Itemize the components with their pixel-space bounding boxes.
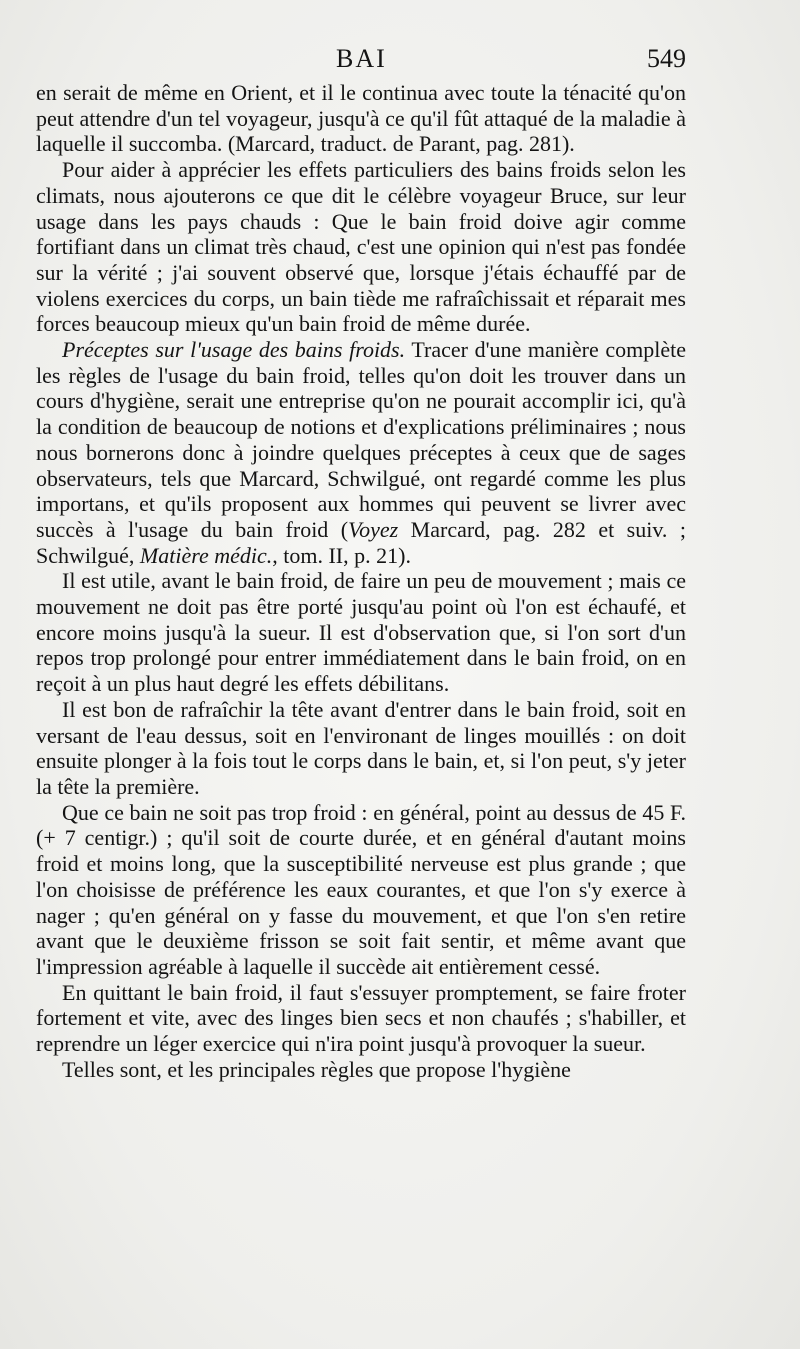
paragraph (36, 800, 686, 980)
paragraph (36, 157, 686, 337)
text-run: en serait de même en Orient, et il le continua avec toute la ténacité qu'on peut attendre d'un tel voyageur, jusqu'à ce qu'il fût attaqué de la maladie à laquelle il succomba. (Marcard, traduct. de Parant, pag. 281). (36, 80, 686, 157)
page-header (36, 44, 686, 80)
paragraph (36, 80, 686, 157)
section-heading: Préceptes sur l'usage des bains froids. (62, 337, 406, 363)
text-run: Telles sont, et les principales règles que propose l'hygiène (62, 1056, 571, 1082)
italic-reference: Matière médic. (139, 542, 273, 568)
paragraph (36, 697, 686, 800)
text-run: Marcard, pag. 282 et suiv. ; Schwilgué, (36, 516, 686, 568)
text-run: Il est bon de rafraîchir la tête avant d'entrer dans le bain froid, soit en versant de l'eau dessus, soit en l'environant de linges mouillés : on doit ensuite plonger à la fois tout le corps dans le bain, et, si l'on peut, s'y jeter la tête la première. (36, 696, 686, 799)
text-run: Il est utile, avant le bain froid, de faire un peu de mouvement ; mais ce mouvement ne doit pas être porté jusqu'au point où l'on est échaufé, et encore moins jusqu'à la sueur. Il est d'observation que, si l'on sort d'un repos trop prolongé pour entrer immédiatement dans le bain froid, on en reçoit à un plus haut degré les effets débilitans. (36, 568, 686, 697)
text-run: Pour aider à apprécier les effets particuliers des bains froids selon les climats, nous ajouterons ce que dit le célèbre voyageur Bruce, sur leur usage dans les pays chauds : Que le bain froid doive agir comme fortifiant dans un climat très chaud, c'est une opinion qui n'est pas fondée sur la vérité ; j'ai souvent observé que, lorsque j'étais échauffé par de violens exercices du corps, un bain tiède me rafraîchissait et réparait mes forces beaucoup mieux qu'un bain froid de même durée. (36, 157, 686, 337)
running-head: BAI (336, 44, 387, 73)
paragraph (36, 1057, 686, 1083)
paragraph (36, 337, 686, 568)
text-run: En quittant le bain froid, il faut s'essuyer promptement, se faire froter fortement et vite, avec des linges bien secs et non chaufés ; s'habiller, et reprendre un léger exercice qui n'ira point jusqu'à provoquer la sueur. (36, 979, 686, 1057)
text-run: Que ce bain ne soit pas trop froid : en général, point au dessus de 45 F. (+ 7 centigr.) ; qu'il soit de courte durée, et en général d'autant moins froid et moins long, que la susceptibilité nerveuse est plus grande ; que l'on choisisse de préférence les eaux courantes, et que l'on s'y exerce à nager ; qu'en général on y fasse du mouvement, et que l'on s'en retire avant que le deuxième frisson se soit fait sentir, et même avant que l'impression agréable à laquelle il succède ait entièrement cessé. (36, 799, 686, 979)
paragraph (36, 980, 686, 1057)
paragraph (36, 568, 686, 697)
text-run: Tracer d'une manière complète les règles de l'usage du bain froid, telles qu'on doit les trouver dans un cours d'hygiène, serait une entreprise qu'on ne pourait accomplir ici, qu'à la condition de beaucoup de notions et d'explications préliminaires ; nous nous bornerons donc à joindre quelques préceptes à ceux que de sages observateurs, tels que Marcard, Schwilgué, ont regardé comme les plus importans, et qu'ils proposent aux hommes qui peuvent se livrer avec succès à l'usage du bain froid ( (36, 337, 687, 542)
text-run: , tom. II, p. 21). (272, 542, 411, 568)
italic-reference: Voyez (348, 516, 399, 542)
page-number: 549 (647, 44, 686, 73)
body-text (36, 80, 686, 1082)
